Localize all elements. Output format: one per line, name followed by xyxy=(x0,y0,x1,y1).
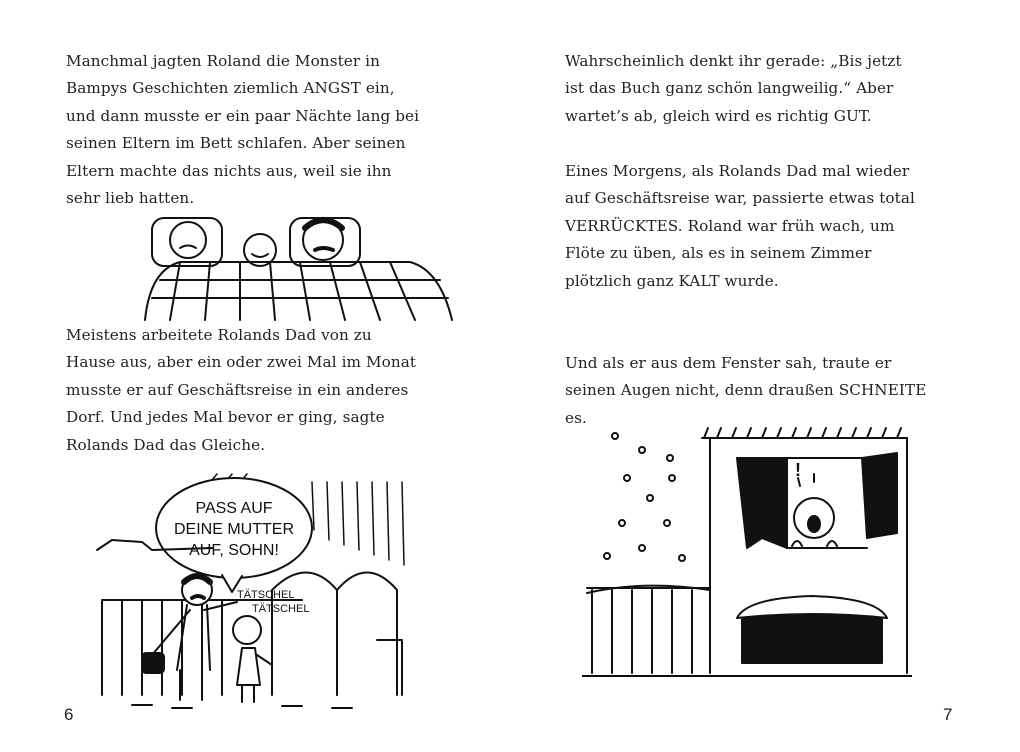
text-line: musste er auf Geschäftsreise in ein anderes xyxy=(66,380,409,399)
page-number: 7 xyxy=(943,705,953,724)
left-paragraph-1 xyxy=(66,48,419,212)
text-line: Wahrscheinlich denkt ihr gerade: „Bis jetzt xyxy=(565,52,902,70)
sound-effect: TÄTSCHEL xyxy=(252,603,310,615)
text-line: sehr lieb hatten. xyxy=(66,189,195,208)
text-line: Bampys Geschichten ziemlich ANGST ein, xyxy=(66,79,395,98)
text-line: Rolands Dad das Gleiche. xyxy=(66,435,266,454)
text-line: Dorf. Und jedes Mal bevor er ging, sagte xyxy=(66,408,385,427)
speech-bubble-line: DEINE MUTTER xyxy=(174,521,294,538)
right-paragraph-1 xyxy=(565,48,902,130)
text-line: und dann musste er ein paar Nächte lang bei xyxy=(66,106,420,125)
text-line: Eltern machte das nichts aus, weil sie ihn xyxy=(66,161,392,180)
page-number: 6 xyxy=(64,705,74,724)
text-line: wartet’s ab, gleich wird es richtig GUT. xyxy=(565,106,872,125)
text-line: auf Geschäftsreise war, passierte etwas total xyxy=(565,189,915,208)
snow-window-illustration xyxy=(582,418,912,703)
text-line: seinen Eltern im Bett schlafen. Aber seinen xyxy=(66,134,406,153)
sound-effect: TÄTSCHEL xyxy=(237,589,295,601)
text-line: Manchmal jagten Roland die Monster in xyxy=(66,52,381,70)
text-line: Und als er aus dem Fenster sah, traute er xyxy=(565,354,892,372)
speech-bubble-line: AUF, SOHN! xyxy=(189,542,279,559)
text-line: plötzlich ganz KALT wurde. xyxy=(565,271,779,290)
text-line: Meistens arbeitete Rolands Dad von zu xyxy=(66,326,372,344)
exclamation-mark: ! xyxy=(795,460,801,480)
left-paragraph-2 xyxy=(66,322,416,459)
text-line: seinen Augen nicht, denn draußen SCHNEITE xyxy=(565,381,927,400)
right-paragraph-2 xyxy=(565,158,915,295)
speech-bubble-line: PASS AUF xyxy=(195,500,273,517)
text-line: Hause aus, aber ein oder zwei Mal im Monat xyxy=(66,353,417,372)
bed-illustration xyxy=(140,210,460,322)
text-line: VERRÜCKTES. Roland war früh wach, um xyxy=(565,216,895,235)
text-line: Eines Morgens, als Rolands Dad mal wieder xyxy=(565,162,910,180)
text-line: es. xyxy=(565,408,587,427)
street-illustration xyxy=(92,470,417,715)
text-line: Flöte zu üben, als es in seinem Zimmer xyxy=(565,244,872,263)
text-line: ist das Buch ganz schön langweilig.“ Aber xyxy=(565,79,894,98)
